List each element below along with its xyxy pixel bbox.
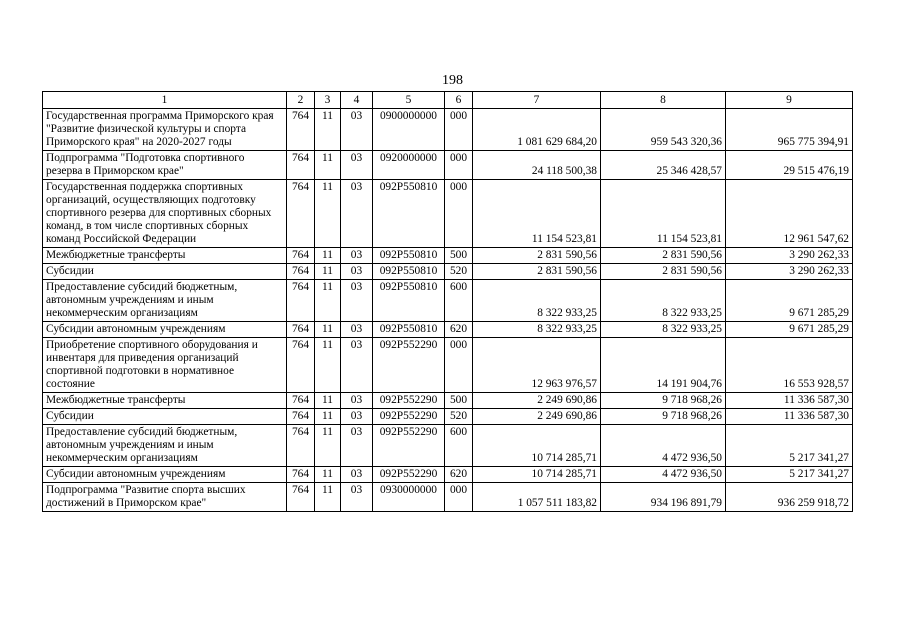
code-admin-cell: 764 [287,248,315,264]
code-section-cell: 11 [315,483,341,512]
amount-col7-cell: 1 057 511 183,82 [473,483,601,512]
row-name-cell: Приобретение спортивного оборудования и инвентаря для приведения организаций спортивной подготовки в нормативное состояние [43,338,287,393]
header-cell-4: 4 [341,92,373,109]
code-section-cell: 11 [315,393,341,409]
amount-col8-cell: 934 196 891,79 [601,483,726,512]
amount-col8-cell: 4 472 936,50 [601,467,726,483]
code-expense-type-cell: 600 [445,425,473,467]
amount-col8-cell: 9 718 968,26 [601,409,726,425]
code-admin-cell: 764 [287,322,315,338]
code-subsection-cell: 03 [341,109,373,151]
code-section-cell: 11 [315,151,341,180]
amount-col7-cell: 2 249 690,86 [473,393,601,409]
amount-col7-cell: 1 081 629 684,20 [473,109,601,151]
code-target-cell: 092P550810 [373,180,445,248]
table-row [43,322,853,338]
table-row [43,280,853,322]
table-row [43,109,853,151]
code-subsection-cell: 03 [341,264,373,280]
amount-col9-cell: 965 775 394,91 [726,109,853,151]
code-subsection-cell: 03 [341,425,373,467]
code-subsection-cell: 03 [341,393,373,409]
code-section-cell: 11 [315,409,341,425]
code-subsection-cell: 03 [341,338,373,393]
amount-col9-cell: 11 336 587,30 [726,409,853,425]
table-row [43,264,853,280]
row-name-cell: Субсидии [43,264,287,280]
amount-col8-cell: 2 831 590,56 [601,264,726,280]
code-target-cell: 092P550810 [373,322,445,338]
code-target-cell: 092P552290 [373,425,445,467]
amount-col8-cell: 25 346 428,57 [601,151,726,180]
code-target-cell: 092P552290 [373,338,445,393]
amount-col7-cell: 2 831 590,56 [473,248,601,264]
code-expense-type-cell: 500 [445,248,473,264]
code-expense-type-cell: 000 [445,180,473,248]
amount-col8-cell: 14 191 904,76 [601,338,726,393]
amount-col9-cell: 16 553 928,57 [726,338,853,393]
code-target-cell: 0930000000 [373,483,445,512]
code-admin-cell: 764 [287,109,315,151]
code-target-cell: 0900000000 [373,109,445,151]
code-expense-type-cell: 520 [445,409,473,425]
code-section-cell: 11 [315,425,341,467]
code-target-cell: 092P552290 [373,409,445,425]
row-name-cell: Подпрограмма "Подготовка спортивного резерва в Приморском крае" [43,151,287,180]
amount-col7-cell: 8 322 933,25 [473,322,601,338]
code-subsection-cell: 03 [341,483,373,512]
page-number: 198 [442,73,463,88]
amount-col7-cell: 24 118 500,38 [473,151,601,180]
header-cell-8: 8 [601,92,726,109]
code-expense-type-cell: 000 [445,483,473,512]
table-row [43,393,853,409]
table-row [43,409,853,425]
header-cell-7: 7 [473,92,601,109]
amount-col7-cell: 2 249 690,86 [473,409,601,425]
header-cell-5: 5 [373,92,445,109]
table-row [43,483,853,512]
code-subsection-cell: 03 [341,409,373,425]
table-row [43,180,853,248]
row-name-cell: Межбюджетные трансферты [43,248,287,264]
amount-col7-cell: 10 714 285,71 [473,467,601,483]
row-name-cell: Предоставление субсидий бюджетным, автономным учреждениям и иным некоммерческим организациям [43,425,287,467]
header-cell-1: 1 [43,92,287,109]
code-target-cell: 092P550810 [373,264,445,280]
table-row [43,425,853,467]
code-expense-type-cell: 000 [445,109,473,151]
code-target-cell: 092P550810 [373,280,445,322]
header-cell-9: 9 [726,92,853,109]
code-admin-cell: 764 [287,180,315,248]
code-admin-cell: 764 [287,409,315,425]
row-name-cell: Государственная поддержка спортивных организаций, осуществляющих подготовку спортивного резерва для спортивных сборных команд, в том числе спортивных сборных команд Российской Федерации [43,180,287,248]
code-admin-cell: 764 [287,467,315,483]
table-row [43,151,853,180]
code-section-cell: 11 [315,109,341,151]
code-target-cell: 092P552290 [373,393,445,409]
code-target-cell: 0920000000 [373,151,445,180]
row-name-cell: Субсидии автономным учреждениям [43,467,287,483]
code-expense-type-cell: 000 [445,151,473,180]
amount-col9-cell: 9 671 285,29 [726,322,853,338]
code-target-cell: 092P552290 [373,467,445,483]
amount-col9-cell: 29 515 476,19 [726,151,853,180]
amount-col8-cell: 2 831 590,56 [601,248,726,264]
code-section-cell: 11 [315,248,341,264]
row-name-cell: Межбюджетные трансферты [43,393,287,409]
table-row [43,467,853,483]
amount-col8-cell: 4 472 936,50 [601,425,726,467]
row-name-cell: Субсидии [43,409,287,425]
code-subsection-cell: 03 [341,322,373,338]
code-section-cell: 11 [315,280,341,322]
header-cell-2: 2 [287,92,315,109]
code-subsection-cell: 03 [341,180,373,248]
code-section-cell: 11 [315,264,341,280]
header-cell-6: 6 [445,92,473,109]
code-expense-type-cell: 620 [445,467,473,483]
row-name-cell: Предоставление субсидий бюджетным, автономным учреждениям и иным некоммерческим организациям [43,280,287,322]
code-subsection-cell: 03 [341,151,373,180]
amount-col8-cell: 11 154 523,81 [601,180,726,248]
amount-col9-cell: 936 259 918,72 [726,483,853,512]
amount-col7-cell: 2 831 590,56 [473,264,601,280]
amount-col9-cell: 5 217 341,27 [726,467,853,483]
amount-col8-cell: 959 543 320,36 [601,109,726,151]
amount-col9-cell: 3 290 262,33 [726,264,853,280]
code-expense-type-cell: 000 [445,338,473,393]
code-section-cell: 11 [315,338,341,393]
code-subsection-cell: 03 [341,467,373,483]
row-name-cell: Субсидии автономным учреждениям [43,322,287,338]
amount-col9-cell: 12 961 547,62 [726,180,853,248]
code-subsection-cell: 03 [341,280,373,322]
header-row [43,92,853,109]
amount-col9-cell: 3 290 262,33 [726,248,853,264]
amount-col9-cell: 5 217 341,27 [726,425,853,467]
header-cell-3: 3 [315,92,341,109]
amount-col9-cell: 11 336 587,30 [726,393,853,409]
code-section-cell: 11 [315,467,341,483]
amount-col8-cell: 9 718 968,26 [601,393,726,409]
code-section-cell: 11 [315,180,341,248]
amount-col9-cell: 9 671 285,29 [726,280,853,322]
code-admin-cell: 764 [287,264,315,280]
code-admin-cell: 764 [287,338,315,393]
row-name-cell: Государственная программа Приморского края "Развитие физической культуры и спорта Приморского края" на 2020-2027 годы [43,109,287,151]
code-section-cell: 11 [315,322,341,338]
code-expense-type-cell: 500 [445,393,473,409]
code-subsection-cell: 03 [341,248,373,264]
code-admin-cell: 764 [287,425,315,467]
amount-col7-cell: 11 154 523,81 [473,180,601,248]
code-admin-cell: 764 [287,151,315,180]
code-expense-type-cell: 600 [445,280,473,322]
amount-col8-cell: 8 322 933,25 [601,280,726,322]
table-row [43,248,853,264]
code-admin-cell: 764 [287,393,315,409]
amount-col7-cell: 8 322 933,25 [473,280,601,322]
code-expense-type-cell: 620 [445,322,473,338]
row-name-cell: Подпрограмма "Развитие спорта высших достижений в Приморском крае" [43,483,287,512]
table-row [43,338,853,393]
budget-table [42,91,853,512]
amount-col7-cell: 10 714 285,71 [473,425,601,467]
amount-col7-cell: 12 963 976,57 [473,338,601,393]
amount-col8-cell: 8 322 933,25 [601,322,726,338]
code-admin-cell: 764 [287,483,315,512]
code-admin-cell: 764 [287,280,315,322]
code-target-cell: 092P550810 [373,248,445,264]
code-expense-type-cell: 520 [445,264,473,280]
